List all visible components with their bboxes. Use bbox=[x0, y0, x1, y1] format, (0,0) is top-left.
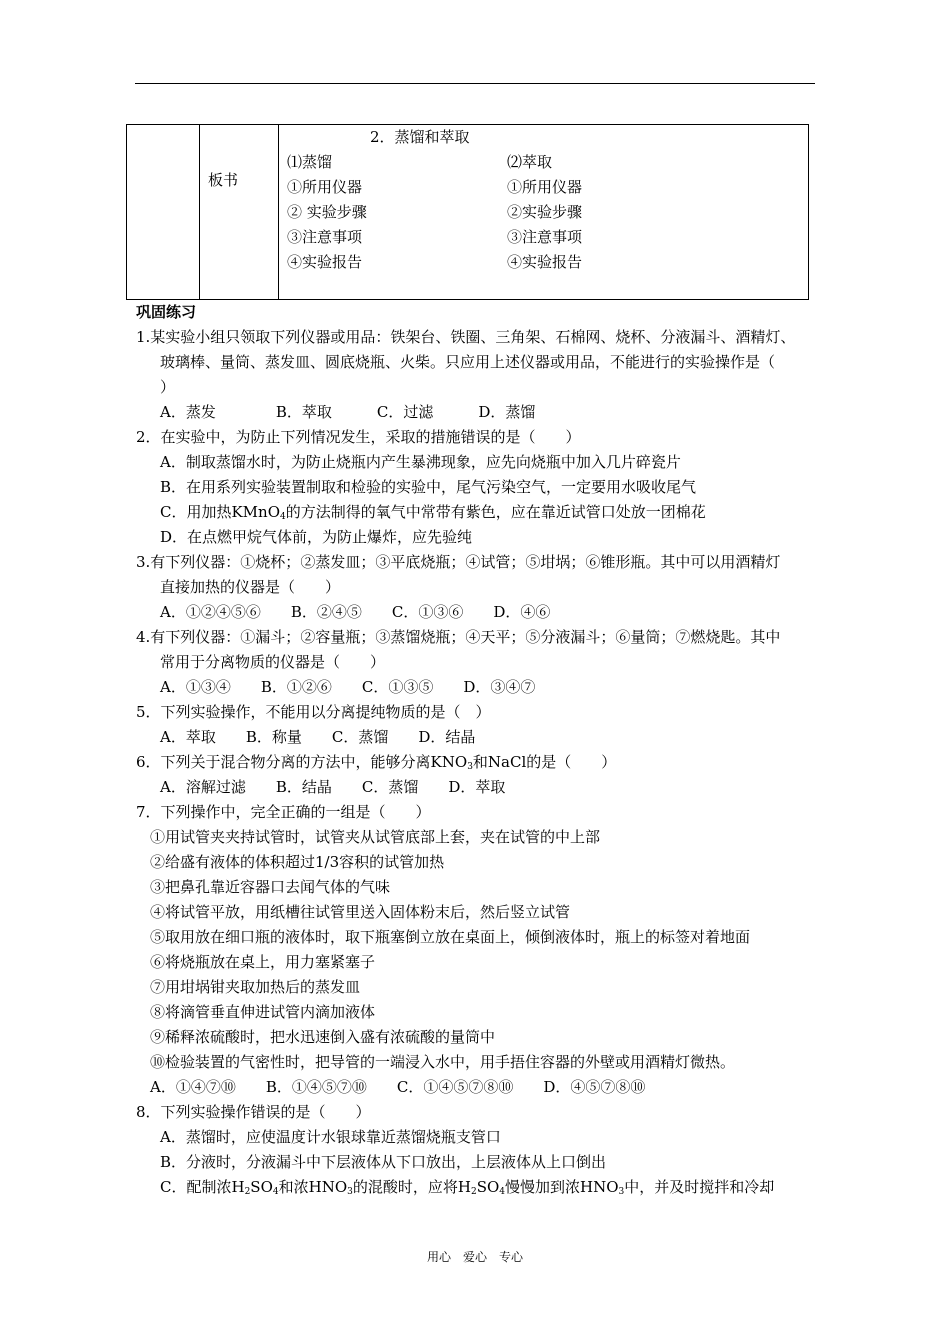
question-6-stem: 6．下列关于混合物分离的方法中，能够分离$KNO_3$和NaCl的是（ ） bbox=[136, 753, 617, 772]
question-1-line: 玻璃棒、量筒、蒸发皿、圆底烧瓶、火柴。只应用上述仪器或用品，不能进行的实验操作是（ bbox=[160, 353, 776, 371]
question-8-option-b: B．分液时，分液漏斗中下层液体从下口放出，上层液体从上口倒出 bbox=[160, 1153, 607, 1171]
page-footer: 用心 爱心 专心 bbox=[426, 1250, 523, 1264]
board-table bbox=[126, 124, 809, 300]
question-7-stem: 7．下列操作中，完全正确的一组是（ ） bbox=[136, 803, 431, 821]
board-right-item: ②实验步骤 bbox=[507, 203, 583, 221]
table-divider bbox=[278, 125, 279, 299]
board-left-item: ①所用仪器 bbox=[287, 178, 363, 196]
question-2-option-b: B．在用系列实验装置制取和检验的实验中，尾气污染空气，一定要用水吸收尾气 bbox=[160, 478, 697, 496]
question-3-line: 3.有下列仪器：①烧杯；②蒸发皿；③平底烧瓶；④试管；⑤坩埚；⑥锥形瓶。其中可以用酒精灯 bbox=[136, 553, 781, 571]
table-divider bbox=[199, 125, 200, 299]
board-left-item: ② 实验步骤 bbox=[287, 203, 367, 221]
question-7-item: ⑤取用放在细口瓶的液体时，取下瓶塞倒立放在桌面上，倾倒液体时，瓶上的标签对着地面 bbox=[150, 928, 751, 946]
question-4-line: 常用于分离物质的仪器是（ ） bbox=[160, 653, 386, 671]
question-7-item: ⑩检验装置的气密性时，把导管的一端浸入水中，用手捂住容器的外壁或用酒精灯微热。 bbox=[150, 1053, 736, 1071]
question-7-item: ④将试管平放，用纸槽往试管里送入固体粉末后，然后竖立试管 bbox=[150, 903, 571, 921]
board-label: 板书 bbox=[208, 171, 239, 189]
question-7-item: ①用试管夹夹持试管时，试管夹从试管底部上套，夹在试管的中上部 bbox=[150, 828, 601, 846]
question-2-stem: 2．在实验中，为防止下列情况发生，采取的措施错误的是（ ） bbox=[136, 428, 581, 446]
question-7-options: A．①④⑦⑩ B．①④⑤⑦⑩ C．①④⑤⑦⑧⑩ D．④⑤⑦⑧⑩ bbox=[150, 1078, 646, 1096]
question-1-line: 1.某实验小组只领取下列仪器或用品：铁架台、铁圈、三角架、石棉网、烧杯、分液漏斗、酒精灯、 bbox=[136, 328, 796, 346]
board-right-item: ④实验报告 bbox=[507, 253, 583, 271]
question-8-option-c: C．配制浓$H_2SO_4$和浓$HNO_3$的混酸时，应将$H_2SO_4$慢慢加到浓$HNO_3$中，并及时搅拌和冷却 bbox=[160, 1178, 775, 1197]
board-heading: 2．蒸馏和萃取 bbox=[370, 128, 470, 146]
question-3-options: A．①②④⑤⑥ B．②④⑤ C．①③⑥ D．④⑥ bbox=[160, 603, 551, 621]
board-right-item: ③注意事项 bbox=[507, 228, 583, 246]
question-5-stem: 5．下列实验操作，不能用以分离提纯物质的是（ ） bbox=[136, 703, 491, 721]
question-1-options: A．蒸发 B．萃取 C．过滤 D．蒸馏 bbox=[160, 403, 536, 421]
question-1-line: ） bbox=[160, 378, 176, 396]
question-2-option-c: C．用加热KMnO$_4$的方法制得的氧气中常带有紫色，应在靠近试管口处放一团棉花 bbox=[160, 503, 706, 522]
question-4-line: 4.有下列仪器：①漏斗；②容量瓶；③蒸馏烧瓶；④天平；⑤分液漏斗；⑥量筒；⑦燃烧匙。其中 bbox=[136, 628, 781, 646]
question-7-item: ⑧将滴管垂直伸进试管内滴加液体 bbox=[150, 1003, 376, 1021]
question-8-stem: 8．下列实验操作错误的是（ ） bbox=[136, 1103, 371, 1121]
question-4-options: A．①③④ B．①②⑥ C．①③⑤ D．③④⑦ bbox=[160, 678, 536, 696]
header-rule bbox=[135, 83, 815, 84]
board-left-title: ⑴蒸馏 bbox=[287, 153, 333, 171]
question-7-item: ⑥将烧瓶放在桌上，用力塞紧塞子 bbox=[150, 953, 376, 971]
question-7-item: ⑨稀释浓硫酸时，把水迅速倒入盛有浓硫酸的量筒中 bbox=[150, 1028, 496, 1046]
question-7-item: ③把鼻孔靠近容器口去闻气体的气味 bbox=[150, 878, 391, 896]
board-left-item: ④实验报告 bbox=[287, 253, 363, 271]
board-right-item: ①所用仪器 bbox=[507, 178, 583, 196]
question-2-option-d: D．在点燃甲烷气体前，为防止爆炸，应先验纯 bbox=[160, 528, 473, 546]
question-5-options: A．萃取 B．称量 C．蒸馏 D．结晶 bbox=[160, 728, 476, 746]
question-3-line: 直接加热的仪器是（ ） bbox=[160, 578, 341, 596]
board-right-title: ⑵萃取 bbox=[507, 153, 553, 171]
question-2-option-a: A．制取蒸馏水时，为防止烧瓶内产生暴沸现象，应先向烧瓶中加入几片碎瓷片 bbox=[160, 453, 681, 471]
question-7-item: ⑦用坩埚钳夹取加热后的蒸发皿 bbox=[150, 978, 361, 996]
question-7-item: ②给盛有液体的体积超过1/3容积的试管加热 bbox=[150, 853, 445, 871]
board-left-item: ③注意事项 bbox=[287, 228, 363, 246]
question-6-options: A．溶解过滤 B．结晶 C．蒸馏 D．萃取 bbox=[160, 778, 506, 796]
section-title: 巩固练习 bbox=[136, 303, 197, 321]
question-8-option-a: A．蒸馏时，应使温度计水银球靠近蒸馏烧瓶支管口 bbox=[160, 1128, 501, 1146]
